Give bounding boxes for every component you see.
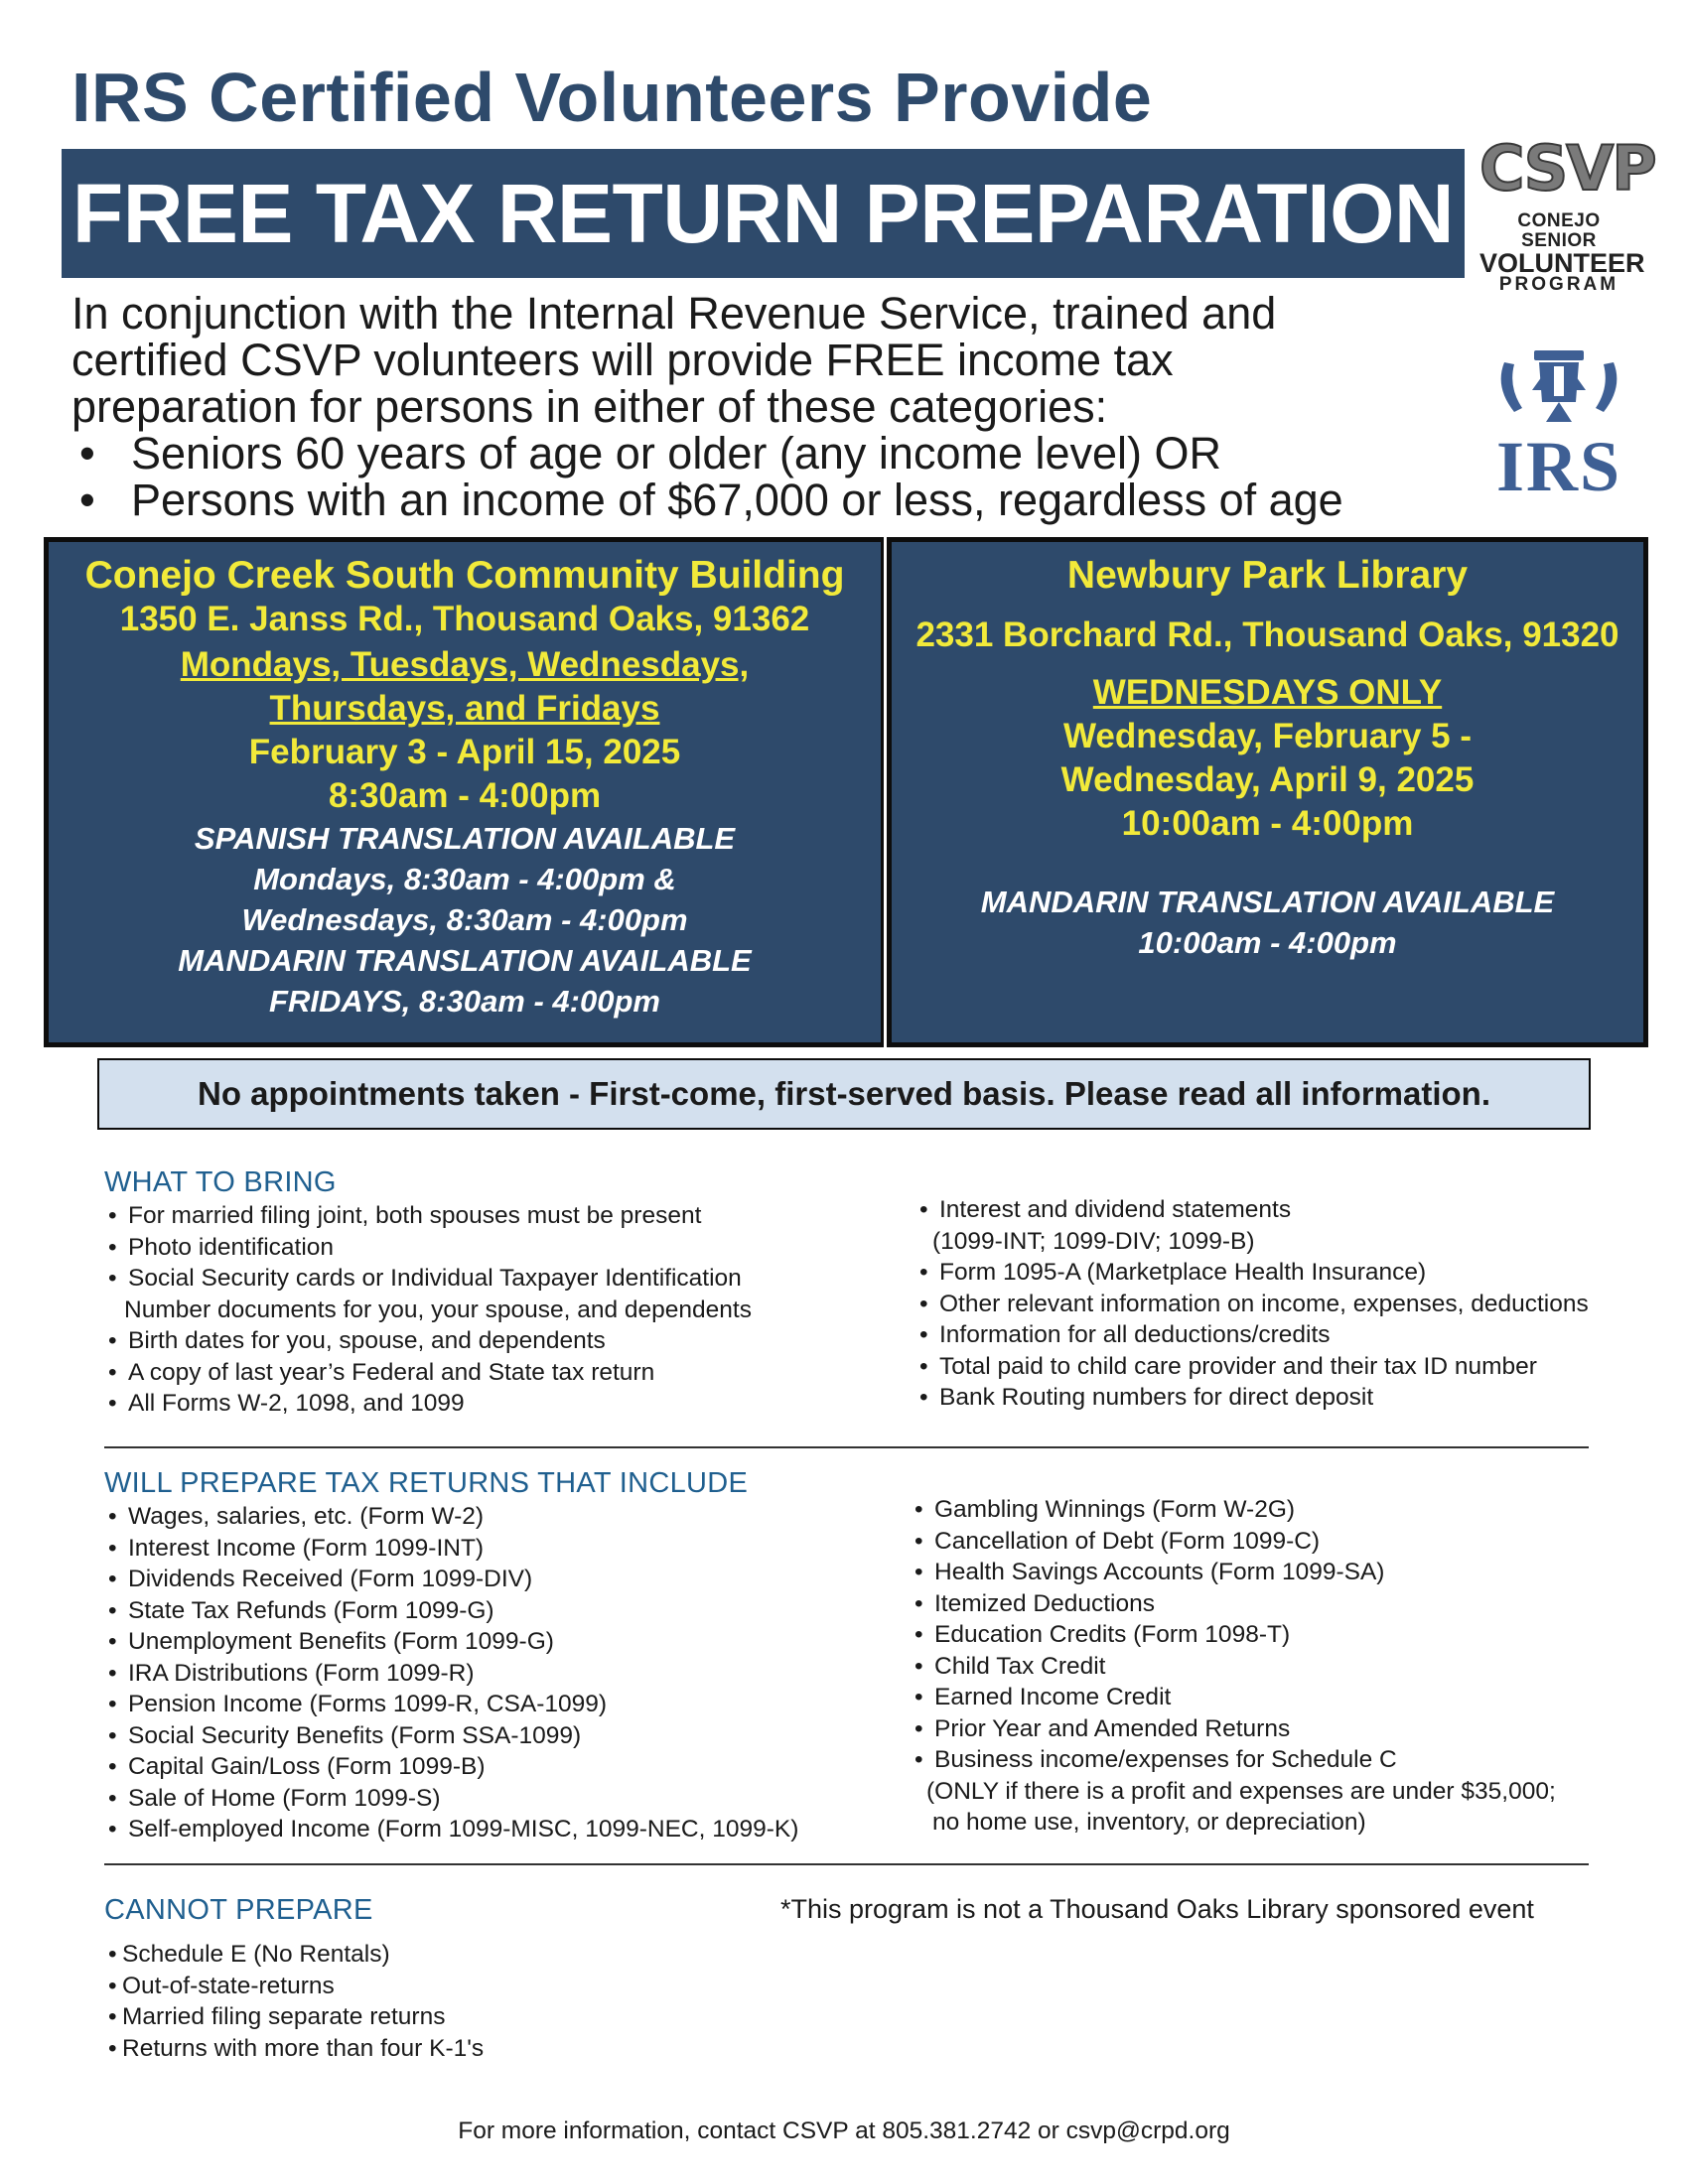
location-days: Thursdays, and Fridays [269,689,660,728]
list-item: • Health Savings Accounts (Form 1099-SA) [911,1557,1556,1588]
list-item: no home use, inventory, or depreciation) [932,1809,1366,1836]
translation-hours: Mondays, 8:30am - 4:00pm & [253,862,676,896]
list-item: • Pension Income (Forms 1099-R, CSA-1099) [104,1689,798,1720]
intro-line: In conjunction with the Internal Revenue Service, trained and [71,288,1277,339]
list-item: • IRA Distributions (Form 1099-R) [104,1658,798,1690]
list-item: • Education Credits (Form 1098-T) [911,1619,1556,1651]
list-item: • All Forms W-2, 1098, and 1099 [104,1388,752,1420]
translation-heading: MANDARIN TRANSLATION AVAILABLE [980,885,1555,919]
cannot-prepare-title: CANNOT PREPARE [104,1894,373,1926]
list-item: • Earned Income Credit [911,1682,1556,1713]
list-item: • Gambling Winnings (Form W-2G) [911,1494,1556,1526]
list-item: • Information for all deductions/credits [915,1319,1589,1351]
sponsor-note: *This program is not a Thousand Oaks Library sponsored event [780,1894,1534,1924]
location-days: Mondays, Tuesdays, Wednesdays, [180,645,750,684]
what-to-bring-left-list [104,1200,752,1420]
translation-hours: 10:00am - 4:00pm [1138,925,1397,960]
cannot-prepare-list [104,1939,484,2064]
list-item: Number documents for you, your spouse, and dependents [124,1296,752,1323]
irs-logo-text: IRS [1495,427,1622,506]
list-item: • Social Security Benefits (Form SSA-1099) [104,1720,798,1752]
list-item: • Prior Year and Amended Returns [911,1713,1556,1745]
list-item: • For married filing joint, both spouses must be present [104,1200,752,1232]
list-item: • A copy of last year’s Federal and State tax return [104,1357,752,1389]
location-hours: 8:30am - 4:00pm [328,776,602,815]
csvp-logo-line1: CONEJO SENIOR [1517,210,1601,251]
irs-logo [1484,342,1633,506]
list-item: • Form 1095-A (Marketplace Health Insurance) [915,1257,1589,1289]
list-item: • Social Security cards or Individual Taxpayer Identification [104,1263,752,1295]
location-conejo-creek [44,537,886,1047]
translation-hours: Wednesdays, 8:30am - 4:00pm [241,902,688,937]
eligibility-item: • Seniors 60 years of age or older (any income level) OR [131,430,1462,477]
list-item: (ONLY if there is a profit and expenses are under $35,000; [926,1777,1556,1805]
list-item: • Capital Gain/Loss (Form 1099-B) [104,1751,798,1783]
list-item: • Total paid to child care provider and their tax ID number [915,1351,1589,1383]
location-dates: Wednesday, April 9, 2025 [1060,760,1475,799]
list-item: • State Tax Refunds (Form 1099-G) [104,1595,798,1627]
location-address: 1350 E. Janss Rd., Thousand Oaks, 91362 [119,600,810,638]
will-prepare-left-list [104,1501,798,1845]
list-item: • Birth dates for you, spouse, and dependents [104,1325,752,1357]
section-divider [104,1863,1589,1865]
list-item: • Returns with more than four K-1's [104,2033,484,2065]
location-name: Newbury Park Library [1066,554,1469,597]
translation-hours: FRIDAYS, 8:30am - 4:00pm [269,984,660,1019]
location-newbury-park [887,537,1648,1047]
eligibility-list [71,430,1462,523]
what-to-bring-title: WHAT TO BRING [104,1166,337,1198]
list-item: (1099-INT; 1099-DIV; 1099-B) [932,1227,1255,1255]
csvp-logo [1479,132,1655,323]
list-item: • Other relevant information on income, expenses, deductions [915,1289,1589,1320]
intro-text [71,290,1462,523]
eligibility-item: • Persons with an income of $67,000 or less, regardless of age [131,477,1462,523]
list-item: • Business income/expenses for Schedule C [911,1744,1556,1776]
translation-heading: SPANISH TRANSLATION AVAILABLE [194,821,736,856]
contact-footer: For more information, contact CSVP at 805.381.2742 or csvp@crpd.org [458,2117,1230,2144]
list-item: • Bank Routing numbers for direct deposit [915,1382,1589,1414]
list-item: • Wages, salaries, etc. (Form W-2) [104,1501,798,1533]
list-item: • Interest Income (Form 1099-INT) [104,1533,798,1565]
location-days: WEDNESDAYS ONLY [1092,673,1443,712]
list-item: • Dividends Received (Form 1099-DIV) [104,1564,798,1595]
headline: IRS Certified Volunteers Provide [71,59,1153,136]
what-to-bring-right-list [915,1194,1589,1414]
list-item: • Unemployment Benefits (Form 1099-G) [104,1626,798,1658]
list-item: • Child Tax Credit [911,1651,1556,1683]
location-dates: February 3 - April 15, 2025 [248,733,681,771]
list-item: • Interest and dividend statements [915,1194,1589,1226]
location-address: 2331 Borchard Rd., Thousand Oaks, 91320 [915,615,1619,654]
will-prepare-title: WILL PREPARE TAX RETURNS THAT INCLUDE [104,1467,749,1499]
csvp-logo-line3: PROGRAM [1498,274,1619,295]
list-item: • Sale of Home (Form 1099-S) [104,1783,798,1815]
will-prepare-right-list [911,1494,1556,1839]
list-item: • Out-of-state-returns [104,1971,484,2002]
list-item: • Photo identification [104,1232,752,1264]
location-dates: Wednesday, February 5 - [1062,717,1473,755]
list-item: • Self-employed Income (Form 1099-MISC, 1099-NEC, 1099-K) [104,1814,798,1845]
intro-line: preparation for persons in either of these categories: [71,381,1108,432]
list-item: • Itemized Deductions [911,1588,1556,1620]
location-hours: 10:00am - 4:00pm [1121,804,1414,843]
csvp-logo-mark: CSVP [1479,132,1655,205]
list-item: • Married filing separate returns [104,2001,484,2033]
appointment-notice: No appointments taken - First-come, first-served basis. Please read all information. [97,1058,1591,1130]
translation-heading: MANDARIN TRANSLATION AVAILABLE [178,943,752,978]
list-item: • Cancellation of Debt (Form 1099-C) [911,1526,1556,1558]
list-item: • Schedule E (No Rentals) [104,1939,484,1971]
banner-title: FREE TAX RETURN PREPARATION [62,149,1465,278]
csvp-logo-line2: VOLUNTEER [1479,248,1645,278]
intro-line: certified CSVP volunteers will provide FREE income tax [71,335,1174,385]
irs-eagle-icon [1484,342,1633,427]
location-name: Conejo Creek South Community Building [84,554,845,597]
section-divider [104,1446,1589,1448]
